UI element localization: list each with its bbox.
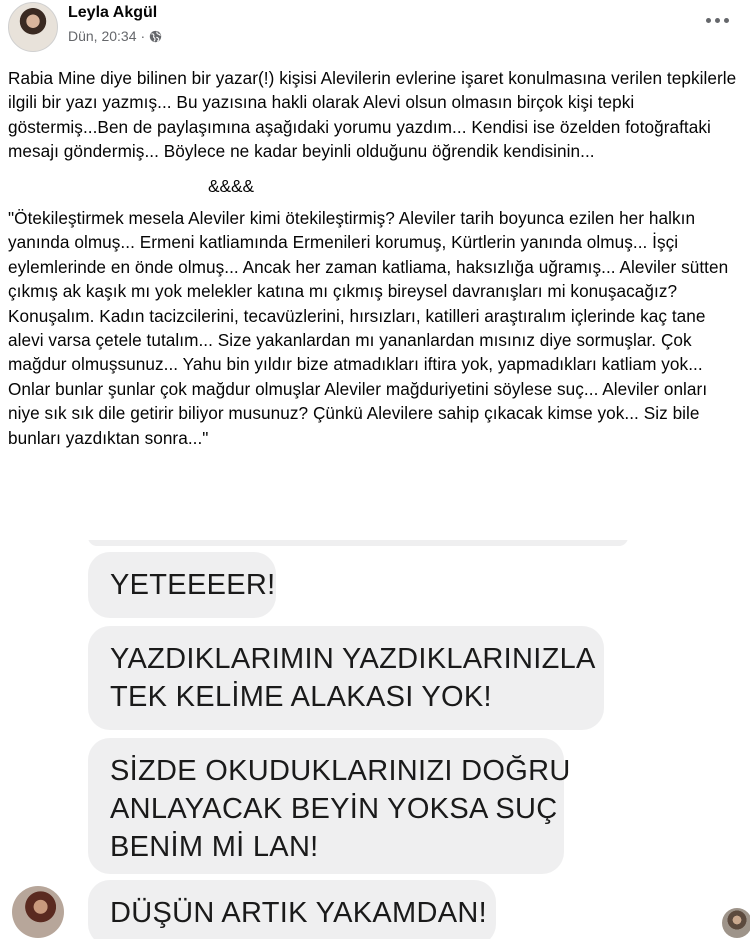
message-bubble bbox=[88, 552, 276, 618]
post-header bbox=[0, 0, 750, 56]
message-bubble bbox=[88, 880, 496, 939]
more-horizontal-icon bbox=[706, 18, 711, 23]
message-line: BENİM Mİ LAN! bbox=[110, 831, 319, 863]
message-bubble bbox=[88, 626, 604, 730]
seen-indicator-avatar bbox=[722, 908, 750, 938]
meta-separator: · bbox=[140, 28, 146, 44]
message-line: TEK KELİME ALAKASI YOK! bbox=[110, 681, 492, 713]
globe-icon bbox=[149, 30, 162, 43]
post-text bbox=[8, 66, 742, 450]
post-meta bbox=[68, 28, 162, 44]
post-paragraph-quote: "Ötekileştirmek mesela Aleviler kimi ötekileştirmiş? Aleviler tarih boyunca ezilen her halkın yanında olmuş... Ermeni katliamında Ermenileri korumuş, Kürtlerin yanında olmuş... İşçi eylemlerinde en önde olmuş... Ancak her zaman katliama, haksızlığa uğramış... Aleviler sütten çıkmış ak kaşık mı yok melekler katına mı çıkmış bireysel davranışları mi konuşacağız? Konuşalım. Kadın tacizcilerini, tecavüzlerini, hırsızları, katilleri araştıralım içlerinde kaç tane alevi varsa çetele tutalım... Size yakanlardan mı yananlardan mısınız diye sormuşlar. Çok mağdur olmuşsunuz... Yahu bin yıldır bize atmadıkları iftira yok, yapmadıkları katliam yok... Onlar bunlar şunlar çok mağdur olmuşlar Aleviler mağduriyetini söylese suç... Aleviler onları niye sık sık dile getirir biliyor musunuz? Çünkü Alevilere sahip çıkacak kimse yok... Siz bile bunları yazdıktan sonra..." bbox=[8, 208, 729, 448]
post-paragraph-divider: &&&& bbox=[208, 175, 255, 196]
message-line: YETEEEER! bbox=[110, 569, 276, 601]
post-timestamp[interactable]: Dün, 20:34 bbox=[68, 28, 137, 44]
message-line: DÜŞÜN ARTIK YAKAMDAN! bbox=[110, 897, 487, 929]
message-line: YAZDIKLARIMIN YAZDIKLARINIZLA bbox=[110, 643, 596, 675]
post-paragraph-intro: Rabia Mine diye bilinen bir yazar(!) kişisi Alevilerin evlerine işaret konulmasına verilen tepkilerle ilgili bir yazı yazmış... Bu yazısına hakli olarak Alevi olsun olmasın birçok kişi tepki göstermiş...Ben de paylaşımına aşağıdaki yorumu yazdım... Kendisi ise özelden fotoğraftaki mesajı göndermiş... Böylece ne kadar beyinli olduğunu öğrendik kendisinin... bbox=[8, 68, 737, 162]
more-options-button[interactable] bbox=[702, 8, 732, 32]
author-avatar[interactable] bbox=[8, 2, 58, 52]
message-line: SİZDE OKUDUKLARINIZI DOĞRU bbox=[110, 755, 571, 787]
message-line: ANLAYACAK BEYİN YOKSA SUÇ bbox=[110, 793, 558, 825]
sender-avatar bbox=[12, 886, 64, 938]
previous-message-bubble bbox=[88, 540, 628, 546]
author-name[interactable]: Leyla Akgül bbox=[68, 4, 158, 21]
attached-message-screenshot[interactable] bbox=[0, 540, 750, 939]
message-bubble bbox=[88, 738, 571, 874]
